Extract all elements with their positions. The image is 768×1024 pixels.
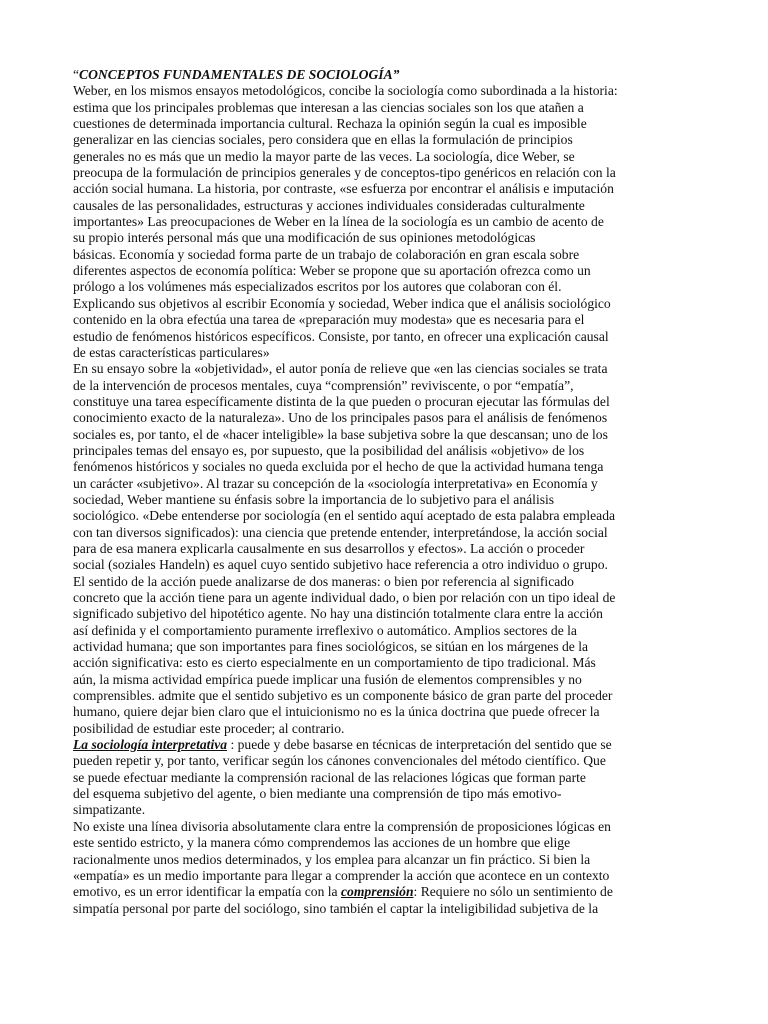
text-line: generalizar en las ciencias sociales, pero considera que en ellas la formulación de principios <box>73 132 573 148</box>
emphasis-line <box>73 884 691 900</box>
text-line: sociológico. «Debe entenderse por sociología (en el sentido aquí aceptado de esta palabra empleada <box>73 508 616 524</box>
text-line: posibilidad de estudiar este proceder; al contrario. <box>73 720 345 736</box>
text-line: estudio de fenómenos históricos específicos. Consiste, por tanto, en ofrecer una explicación causal <box>73 328 609 344</box>
text-line: del esquema subjetivo del agente, o bien mediante una comprensión de tipo más emotivo- <box>73 786 562 802</box>
text-line: su propio interés personal más que una modificación de sus opiniones metodológicas <box>73 230 536 246</box>
emphasis-line-end: : Requiere no sólo un sentimiento de <box>413 884 613 900</box>
last-text-line: simpatía personal por parte del sociólogo, sino también el captar la inteligibilidad subjetiva de la <box>73 900 599 916</box>
section-heading-line <box>73 737 691 753</box>
document-title-line <box>73 67 691 83</box>
text-line: actividad humana; que son importantes para fines sociológicos, se sitúan en los márgenes de la <box>73 639 589 655</box>
text-line: Explicando sus objetivos al escribir Economía y sociedad, Weber indica que el análisis sociológico <box>73 295 611 311</box>
text-line: social (soziales Handeln) es aquel cuyo sentido subjetivo hace referencia a otro individuo o grupo. <box>73 557 608 573</box>
text-line: prólogo a los volúmenes más especializados escritos por los autores que colaboran con él. <box>73 279 562 295</box>
text-line: causales de las personalidades, estructuras y acciones individuales consideradas culturalmente <box>73 197 585 213</box>
text-line: No existe una línea divisoria absolutamente clara entre la comprensión de proposiciones lógicas en <box>73 818 611 834</box>
text-line: así definida y el comportamiento puramente irreflexivo o automático. Amplios sectores de la <box>73 622 577 638</box>
text-line: sociales es, por tanto, el de «hacer inteligible» la base subjetiva sobre la que descansan; uno de los <box>73 426 608 442</box>
text-line: sociedad, Weber mantiene su énfasis sobre la importancia de lo subjetivo para el análisis <box>73 491 555 507</box>
text-line: acción significativa: esto es cierto especialmente en un comportamiento de tipo tradicional. Más <box>73 655 596 671</box>
text-line: preocupa de la formulación de principios generales y de conceptos-tipo genéricos en relación con la <box>73 165 616 181</box>
title-open-quote: “ <box>73 67 80 82</box>
text-line: significado subjetivo del hipotético agente. No hay una distinción totalmente clara entre la acción <box>73 606 603 622</box>
text-line: un carácter «subjetivo». Al trazar su concepción de la «sociología interpretativa» en Economía y <box>73 475 598 491</box>
text-line: comprensibles. admite que el sentido subjetivo es un componente básico de gran parte del proceder <box>73 688 613 704</box>
text-line: de la intervención de procesos mentales, cuya “comprensión” reviviscente, o por “empatía”, <box>73 377 574 393</box>
section-heading: La sociología interpretativa <box>73 737 228 753</box>
text-line: fenómenos históricos y sociales no queda excluida por el hecho de que la actividad humana tenga <box>73 459 604 475</box>
text-line: contenido en la obra efectúa una tarea de «preparación muy modesta» que es necesaria para el <box>73 312 585 328</box>
text-line: humano, quiere dejar bien claro que el intuicionismo no es la única doctrina que puede ofrecer la <box>73 704 600 720</box>
text-line: Weber, en los mismos ensayos metodológicos, concibe la sociología como subordinada a la historia: <box>73 83 618 99</box>
text-line: constituye una tarea específicamente distinta de la que pueden o procuran ejecutar las fórmulas del <box>73 393 610 409</box>
text-line: aún, la misma actividad empírica puede implicar una fusión de elementos comprensibles y no <box>73 671 582 687</box>
text-line: de estas características particulares» <box>73 344 270 360</box>
text-line: cuestiones de determinada importancia cultural. Rechaza la opinión según la cual es imposible <box>73 116 587 132</box>
text-line: con tan diversos significados): una ciencia que pretende entender, interpretándose, la acción social <box>73 524 608 540</box>
body-text-block-2 <box>73 753 691 884</box>
emphasis-line-start: emotivo, es un error identificar la empatía con la <box>73 884 341 900</box>
text-line: conocimiento exacto de la naturaleza». Uno de los principales pasos para el análisis de fenómenos <box>73 410 608 426</box>
document-page <box>73 67 691 917</box>
text-line: pueden repetir y, por tanto, verificar según los cánones convencionales del método científico. Que <box>73 753 606 769</box>
text-line: importantes» Las preocupaciones de Weber en la línea de la sociología es un cambio de acento de <box>73 214 604 230</box>
body-text-block-1 <box>73 83 691 737</box>
section-heading-continuation: : puede y debe basarse en técnicas de interpretación del sentido que se <box>227 737 612 753</box>
text-line: este sentido estricto, y la manera cómo comprendemos las acciones de un hombre que elige <box>73 835 571 851</box>
text-line: diferentes aspectos de economía política: Weber se propone que su aportación ofrezca como un <box>73 263 591 279</box>
text-line: básicas. Economía y sociedad forma parte de un trabajo de colaboración en gran escala sobre <box>73 246 580 262</box>
document-title: CONCEPTOS FUNDAMENTALES DE SOCIOLOGÍA” <box>79 67 400 82</box>
emphasis-word: comprensión <box>341 884 414 900</box>
text-line: concreto que la acción tiene para un agente individual dado, o bien por relación con un tipo ideal de <box>73 590 616 605</box>
text-line: El sentido de la acción puede analizarse de dos maneras: o bien por referencia al significado <box>73 573 574 589</box>
text-line: generales no es más que un medio la mayor parte de las veces. La sociología, dice Weber, se <box>73 148 575 164</box>
text-line: «empatía» es un medio importante para llegar a comprender la acción que acontece en un contexto <box>73 867 610 883</box>
text-line: principales temas del ensayo es, por supuesto, que la posibilidad del análisis «objetivo» de los <box>73 442 585 458</box>
text-line: acción social humana. La historia, por contraste, «se esfuerza por encontrar el análisis e imputación <box>73 181 614 197</box>
text-line: En su ensayo sobre la «objetividad», el autor ponía de relieve que «en las ciencias sociales se trata <box>73 361 608 377</box>
text-line: estima que los principales problemas que interesan a las ciencias sociales son los que atañen a <box>73 99 584 115</box>
text-line: para de esa manera explicarla causalmente en sus desarrollos y efectos». La acción o proceder <box>73 540 585 556</box>
text-line: se puede efectuar mediante la comprensión racional de las relaciones lógicas que forman parte <box>73 769 586 785</box>
text-line: simpatizante. <box>73 802 146 818</box>
text-line: racionalmente unos medios determinados, y los emplea para alcanzar un fin práctico. Si bien la <box>73 851 591 867</box>
